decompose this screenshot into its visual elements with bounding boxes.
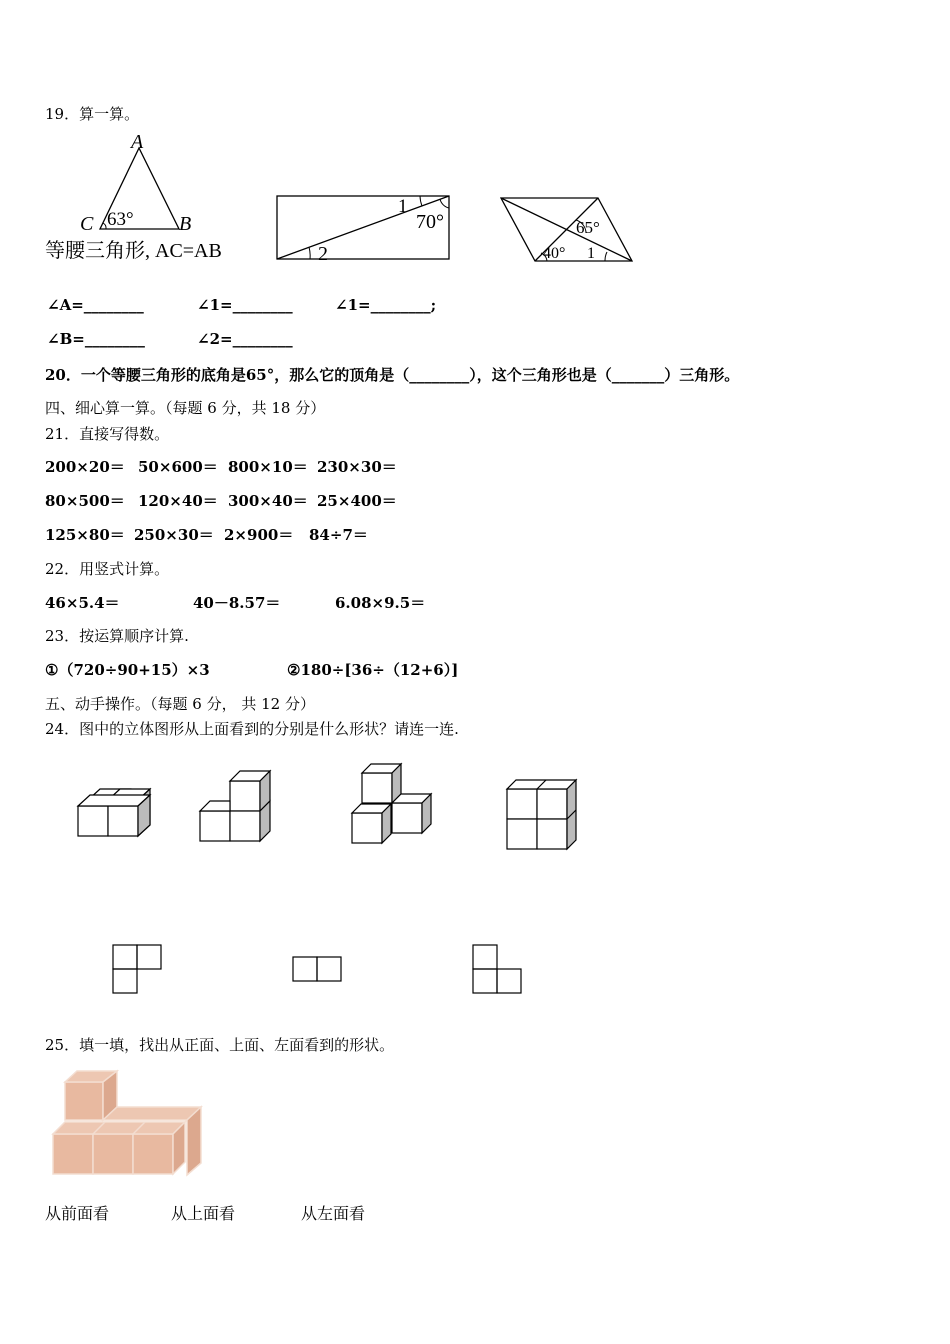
q23-item-1: ①（720÷90+15）×3	[45, 661, 210, 679]
answer-angle-1-rect[interactable]: ∠1=________	[197, 296, 293, 314]
q21-r2-c1: 80×500＝	[45, 492, 125, 510]
q25-title: 25．填一填，找出从正面、上面、左面看到的形状。	[45, 1036, 395, 1054]
para-label-1: 1	[587, 245, 595, 262]
figure-isosceles-triangle	[40, 128, 250, 268]
q23-item-2: ②180÷[36÷（12+6）]	[287, 661, 459, 679]
answer-angle-2-rect[interactable]: ∠2=________	[197, 330, 293, 348]
figure-parallelogram	[495, 190, 640, 265]
label-a: A	[131, 131, 144, 153]
q21-r1-c3: 800×10＝	[228, 458, 308, 476]
section-5-title: 五、动手操作。（每题 6 分， 共 12 分）	[45, 695, 315, 713]
section-4-title: 四、细心算一算。（每题 6 分，共 18 分）	[45, 399, 326, 417]
q22-item-2: 40－8.57＝	[193, 594, 281, 612]
answer-angle-a[interactable]: ∠A=________	[47, 296, 144, 314]
top-view-1	[113, 945, 161, 993]
q19-title: 19．算一算。	[45, 105, 140, 123]
view-front-label: 从前面看	[45, 1204, 110, 1223]
label-c: C	[80, 213, 94, 235]
q21-r2-c3: 300×40＝	[228, 492, 308, 510]
q22-item-3: 6.08×9.5＝	[335, 594, 426, 612]
rect-angle-70: 70°	[416, 211, 444, 233]
q21-r3-c4: 84÷7＝	[309, 526, 368, 544]
q21-r3-c2: 250×30＝	[134, 526, 214, 544]
top-view-shapes	[105, 940, 535, 1000]
top-view-3	[473, 945, 521, 993]
q21-r3-c1: 125×80＝	[45, 526, 125, 544]
answer-angle-1-para[interactable]: ∠1=________;	[335, 296, 437, 314]
q22-title: 22．用竖式计算。	[45, 560, 170, 578]
rect-label-1: 1	[398, 196, 408, 217]
q23-title: 23．按运算顺序计算.	[45, 627, 189, 645]
q21-r1-c4: 230×30＝	[317, 458, 397, 476]
q20-text: 20．一个等腰三角形的底角是65°，那么它的顶角是（________），这个三角形也是（_______）三角形。	[45, 366, 740, 384]
cube-figure-2	[200, 771, 270, 841]
cube-figure-3	[352, 764, 431, 843]
q22-item-1: 46×5.4＝	[45, 594, 120, 612]
triangle-caption: 等腰三角形, AC=AB	[45, 240, 222, 262]
q21-r2-c4: 25×400＝	[317, 492, 397, 510]
label-b: B	[179, 213, 192, 235]
q21-r3-c3: 2×900＝	[224, 526, 294, 544]
cube-figure-4	[507, 780, 576, 849]
q24-title: 24．图中的立体图形从上面看到的分别是什么形状？请连一连.	[45, 720, 459, 738]
cube-figure-1	[78, 789, 150, 836]
q21-r1-c2: 50×600＝	[138, 458, 218, 476]
q25-cube-figure	[45, 1065, 210, 1180]
top-view-2	[293, 957, 341, 981]
para-angle-65: 65°	[576, 218, 600, 237]
view-left-label: 从左面看	[301, 1204, 366, 1223]
cube-figures	[60, 755, 600, 865]
figure-rectangle	[270, 190, 460, 265]
rect-label-2: 2	[318, 243, 328, 265]
q21-r1-c1: 200×20＝	[45, 458, 125, 476]
view-top-label: 从上面看	[171, 1204, 236, 1223]
para-angle-40: 40°	[543, 245, 566, 262]
q21-title: 21．直接写得数。	[45, 425, 170, 443]
answer-angle-b[interactable]: ∠B=________	[47, 330, 145, 348]
angle-63: 63°	[107, 209, 134, 230]
q21-r2-c2: 120×40＝	[138, 492, 218, 510]
